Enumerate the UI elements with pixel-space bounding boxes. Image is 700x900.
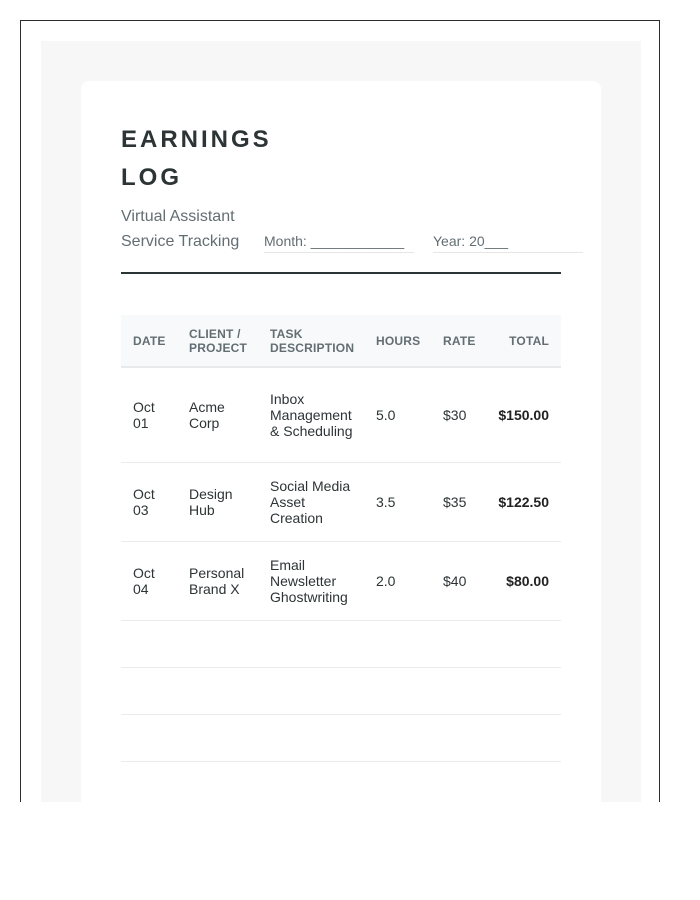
cell-client: Acme Corp <box>177 367 258 463</box>
page-subtitle: Virtual Assistant Service Tracking <box>121 208 240 250</box>
cell-task: Social Media Asset Creation <box>258 463 364 542</box>
empty-cell[interactable] <box>486 621 561 668</box>
empty-cell[interactable] <box>431 668 486 715</box>
year-field[interactable]: Year: 20___ <box>433 232 583 253</box>
empty-table-row[interactable] <box>121 668 561 715</box>
cell-hours: 2.0 <box>364 542 431 621</box>
page-background <box>41 41 641 802</box>
empty-cell[interactable] <box>258 715 364 762</box>
cell-total: $150.00 <box>486 367 561 463</box>
cell-rate: $40 <box>431 542 486 621</box>
empty-table-row[interactable] <box>121 621 561 668</box>
earnings-table <box>121 315 561 762</box>
column-header-client: CLIENT / PROJECT <box>177 315 258 367</box>
table-header-row <box>121 315 561 367</box>
cell-total: $122.50 <box>486 463 561 542</box>
column-header-total: TOTAL <box>486 315 561 367</box>
column-header-task: TASK DESCRIPTION <box>258 315 364 367</box>
empty-cell[interactable] <box>486 715 561 762</box>
cell-hours: 3.5 <box>364 463 431 542</box>
empty-cell[interactable] <box>177 668 258 715</box>
empty-table-row[interactable] <box>121 715 561 762</box>
empty-cell[interactable] <box>431 715 486 762</box>
column-header-hours: HOURS <box>364 315 431 367</box>
cell-client: Design Hub <box>177 463 258 542</box>
column-header-rate: RATE <box>431 315 486 367</box>
empty-cell[interactable] <box>121 621 177 668</box>
earnings-log-sheet <box>81 81 601 802</box>
earnings-table-container <box>121 315 561 762</box>
empty-cell[interactable] <box>431 621 486 668</box>
month-field[interactable]: Month: ____________ <box>264 232 414 253</box>
empty-cell[interactable] <box>486 668 561 715</box>
empty-cell[interactable] <box>364 668 431 715</box>
table-row <box>121 542 561 621</box>
cell-client: Personal Brand X <box>177 542 258 621</box>
cell-rate: $35 <box>431 463 486 542</box>
cell-total: $80.00 <box>486 542 561 621</box>
empty-cell[interactable] <box>364 621 431 668</box>
cell-date: Oct 04 <box>121 542 177 621</box>
table-row <box>121 463 561 542</box>
cell-task: Inbox Management & Scheduling <box>258 367 364 463</box>
empty-cell[interactable] <box>121 715 177 762</box>
column-header-date: DATE <box>121 315 177 367</box>
empty-cell[interactable] <box>121 668 177 715</box>
sheet-header <box>121 121 561 274</box>
cell-hours: 5.0 <box>364 367 431 463</box>
table-row <box>121 367 561 463</box>
cell-task: Email Newsletter Ghostwriting <box>258 542 364 621</box>
empty-cell[interactable] <box>177 715 258 762</box>
document-viewport <box>20 20 660 802</box>
empty-cell[interactable] <box>258 621 364 668</box>
empty-cell[interactable] <box>364 715 431 762</box>
cell-rate: $30 <box>431 367 486 463</box>
empty-cell[interactable] <box>177 621 258 668</box>
page-title: EARNINGS LOG <box>121 126 272 191</box>
cell-date: Oct 03 <box>121 463 177 542</box>
cell-date: Oct 01 <box>121 367 177 463</box>
empty-cell[interactable] <box>258 668 364 715</box>
